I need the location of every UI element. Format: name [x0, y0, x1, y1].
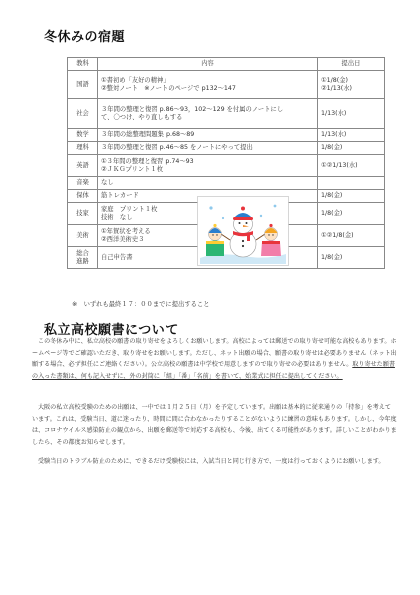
subject-cell — [68, 203, 98, 225]
subject-cell — [68, 129, 98, 142]
due-cell — [318, 247, 385, 269]
column-header-due: 提出日 — [318, 58, 385, 71]
content-line: ①年賀状を考える — [101, 227, 151, 235]
subject-cell — [68, 99, 98, 129]
content-line: ３年間の総整理問題集 p.68～89 — [101, 131, 195, 138]
due-cell — [318, 142, 385, 155]
table-row — [68, 177, 385, 190]
column-header-subject: 教科 — [68, 58, 98, 71]
subject-label: 技家 — [76, 209, 89, 217]
paragraph-application-schedule — [32, 402, 397, 448]
subject-label: 保体 — [76, 192, 89, 199]
due-date: ①1/8(金) — [321, 76, 348, 84]
due-date: 1/8(金) — [321, 209, 343, 217]
paragraph-text: この冬休み中に、私立高校の願書の取り寄せをよろしくお願いします。高校によっては郵送での取り寄せ可能な高校もあります。ホームページ等でご確認いただき、取り寄せをお願いします。ただし、ネット出願の場合、願書の取り寄せは必要ありません（ネット出願する場合、必ず担任にご連絡ください）。公立高校の願書は中学校で用意しますので取り寄せの必要はありません。 — [32, 338, 397, 369]
content-line: ②整対ノート ※ノートのページで p132～147 — [101, 84, 236, 92]
paragraph-route-check — [32, 456, 397, 468]
subject-cell — [68, 190, 98, 203]
due-date: 1/13(水) — [321, 131, 347, 138]
due-cell — [318, 71, 385, 99]
subject-label: 進路 — [76, 257, 89, 265]
due-date: ①②1/8(金) — [321, 231, 354, 239]
due-date: 1/8(金) — [321, 253, 343, 261]
table-header-row — [68, 58, 385, 71]
paragraph-application-request — [32, 336, 397, 382]
table-row — [68, 71, 385, 99]
section-title-private-school-applications: 私立高校願書について — [44, 323, 179, 338]
content-cell — [98, 71, 318, 99]
subject-label: 美術 — [76, 231, 89, 239]
due-date: ①②1/13(水) — [321, 161, 358, 169]
subject-cell — [68, 177, 98, 190]
content-cell — [98, 142, 318, 155]
due-cell — [318, 203, 385, 225]
subject-label: 理科 — [76, 144, 89, 151]
content-line: なし — [101, 179, 114, 186]
content-line: 技術 なし — [101, 213, 133, 221]
due-cell — [318, 190, 385, 203]
content-line: ①書初め「友好の精神」 — [101, 76, 170, 84]
underlined-instruction: 取り寄せた願書の入った書類は、何も記入せずに、外の封筒に「組」「番」「名前」を書いて、始業式に担任に提出してください。 — [32, 361, 395, 380]
due-date: ②1/13(水) — [321, 84, 352, 92]
content-cell — [98, 129, 318, 142]
due-date: 1/8(金) — [321, 192, 343, 199]
table-row — [68, 129, 385, 142]
due-cell — [318, 155, 385, 177]
due-cell — [318, 99, 385, 129]
subject-label: 社会 — [76, 109, 89, 117]
deadline-note: ※ いずれも最終１７：００までに提出すること — [72, 301, 210, 308]
subject-label: 音楽 — [76, 179, 89, 186]
content-cell — [98, 177, 318, 190]
paragraph-text: 受験当日のトラブル防止のために、できるだけ受験校には、入試当日と同じ行き方で、一度は行っておくようにお願いします。 — [38, 458, 385, 465]
content-line: 自己申告書 — [101, 253, 133, 261]
content-line: 家庭 プリント１枚 — [101, 205, 158, 213]
due-cell — [318, 177, 385, 190]
subject-cell — [68, 71, 98, 99]
due-cell — [318, 129, 385, 142]
content-line: 筋トレカード — [101, 192, 139, 199]
table-row — [68, 99, 385, 129]
paragraph-text: 大阪の私立高校受験のための出願は、一中では１月２５日（月）を予定しています。出願は基本的に従来通りの「持参」を考えています。これは、受験当日、道に迷ったり、時間に間に合わなかったりすることがないように練習の意味もあります。しかし、今年度は、コロナウイルス感染防止の観点から、出願を郵送等で対応する高校も、今後、出てくる可能性があります。詳しいことがわかりましたら、その都度お知らせします。 — [32, 404, 397, 446]
content-line: ②西洋美術史３ — [101, 235, 145, 243]
subject-label: 総合 — [76, 249, 89, 257]
subject-cell — [68, 142, 98, 155]
page-title: 冬休みの宿題 — [44, 30, 126, 45]
subject-cell — [68, 225, 98, 247]
content-line: ３年間の整理と復習 p.46～85 をノートにやって提出 — [101, 144, 253, 151]
subject-cell — [68, 247, 98, 269]
due-date: 1/13(水) — [321, 109, 347, 117]
subject-cell — [68, 155, 98, 177]
table-row — [68, 142, 385, 155]
table-row — [68, 155, 385, 177]
snowman-children-illustration — [197, 196, 289, 266]
content-cell — [98, 99, 318, 129]
due-date: 1/8(金) — [321, 144, 343, 151]
subject-label: 英語 — [76, 161, 89, 169]
subject-label: 国語 — [76, 80, 89, 88]
content-line: ①３年間の整理と復習 p.74～93 — [101, 157, 194, 165]
content-line: て、〇つけ、やり直しもする — [101, 113, 183, 121]
content-line: ３年間の整理と復習 p.86～93，102～129 を付属のノートにし — [101, 105, 284, 113]
content-cell — [98, 155, 318, 177]
due-cell — [318, 225, 385, 247]
column-header-content: 内容 — [98, 58, 318, 71]
subject-label: 数学 — [76, 131, 89, 138]
content-line: ②ＪＫＧプリント１枚 — [101, 165, 164, 173]
